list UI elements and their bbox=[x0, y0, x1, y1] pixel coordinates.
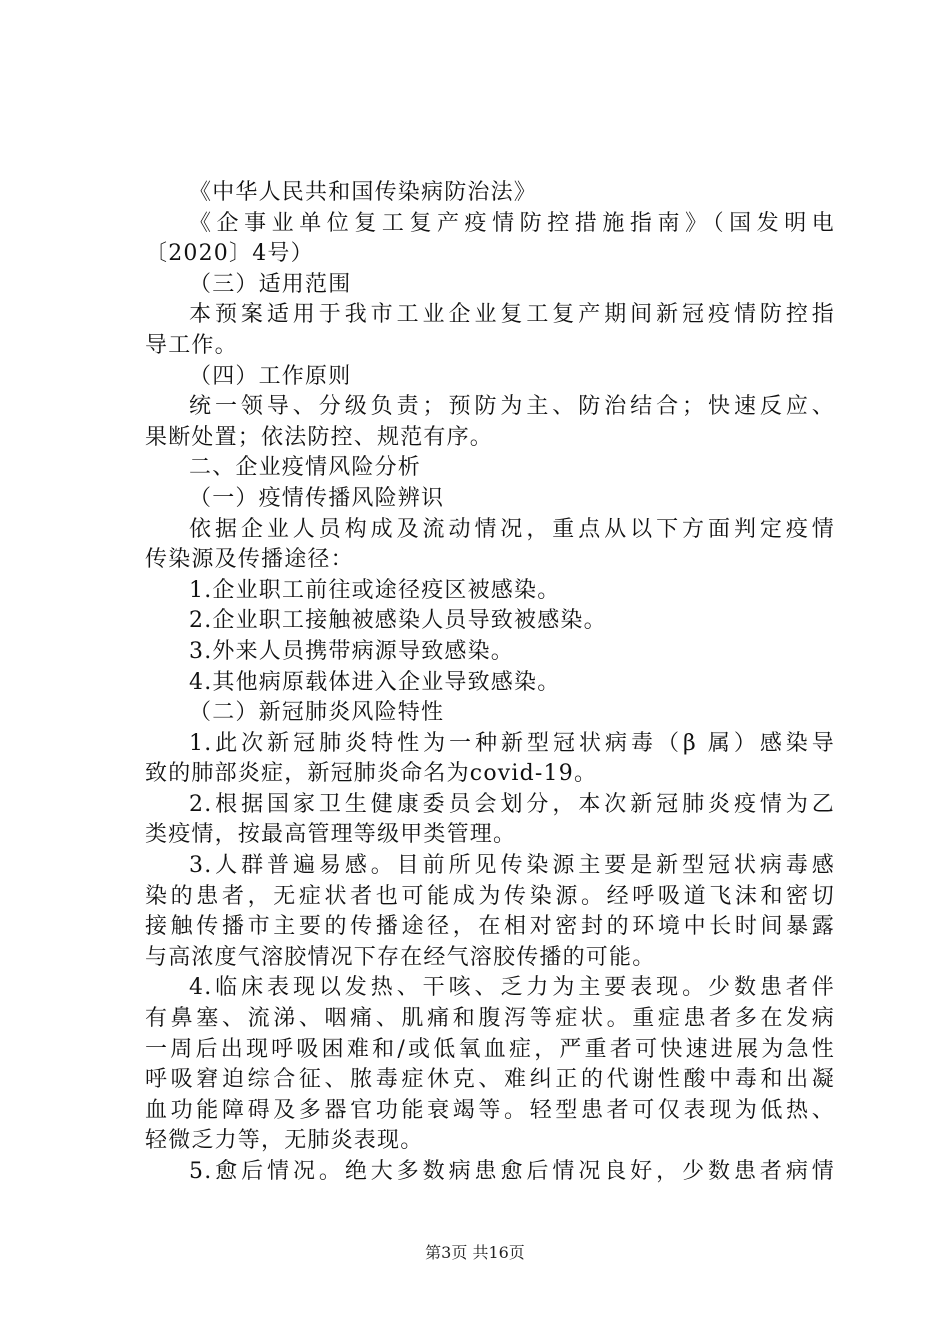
paragraph-line: 本预案适用于我市工业企业复工复产期间新冠疫情防控指 bbox=[189, 302, 835, 328]
guideline-reference-line-cont: 〔2020〕4号） bbox=[145, 241, 314, 267]
list-item: 5.愈后情况。绝大多数病患愈后情况良好，少数患者病情 bbox=[189, 1159, 835, 1184]
list-item: 3.外来人员携带病源导致感染。 bbox=[189, 638, 514, 664]
list-item-cont: 与高浓度气溶胶情况下存在经气溶胶传播的可能。 bbox=[145, 944, 656, 970]
paragraph-line: 依据企业人员构成及流动情况，重点从以下方面判定疫情 bbox=[189, 516, 835, 542]
list-item: 4.其他病原载体进入企业导致感染。 bbox=[189, 669, 561, 695]
paragraph-line: 导工作。 bbox=[145, 332, 238, 358]
guideline-reference-line: 《企事业单位复工复产疫情防控措施指南》（国发明电 bbox=[189, 210, 835, 236]
list-item: 3.人群普遍易感。目前所见传染源主要是新型冠状病毒感 bbox=[189, 853, 835, 879]
list-item-cont: 染的患者，无症状者也可能成为传染源。经呼吸道飞沫和密切 bbox=[145, 883, 835, 909]
paragraph-line: 统一领导、分级负责；预防为主、防治结合；快速反应、 bbox=[189, 394, 835, 420]
section-heading-principles: （四）工作原则 bbox=[189, 363, 352, 389]
list-item-cont: 致的肺部炎症，新冠肺炎命名为covid-19。 bbox=[145, 761, 598, 787]
list-item-cont: 轻微乏力等，无肺炎表现。 bbox=[145, 1128, 424, 1154]
section-heading-risk-identification: （一）疫情传播风险辨识 bbox=[189, 485, 445, 511]
list-item: 1.此次新冠肺炎特性为一种新型冠状病毒（β 属）感染导 bbox=[189, 730, 835, 756]
list-item-cont: 呼吸窘迫综合征、脓毒症休克、难纠正的代谢性酸中毒和出凝 bbox=[145, 1067, 835, 1093]
list-item-cont: 一周后出现呼吸困难和/或低氧血症，严重者可快速进展为急性 bbox=[145, 1036, 835, 1062]
list-item-cont: 类疫情，按最高管理等级甲类管理。 bbox=[145, 822, 517, 848]
list-item-cont: 血功能障碍及多器官功能衰竭等。轻型患者可仅表现为低热、 bbox=[145, 1097, 835, 1123]
page-number-footer: 第3页 共16页 bbox=[425, 1243, 525, 1262]
list-item: 1.企业职工前往或途径疫区被感染。 bbox=[189, 577, 561, 603]
list-item: 2.企业职工接触被感染人员导致被感染。 bbox=[189, 608, 607, 634]
law-reference-line: 《中华人民共和国传染病防治法》 bbox=[189, 180, 538, 205]
document-body bbox=[145, 178, 835, 1188]
section-heading-characteristics: （二）新冠肺炎风险特性 bbox=[189, 700, 445, 726]
list-item-cont: 接触传播市主要的传播途径，在相对密封的环境中长时间暴露 bbox=[145, 914, 835, 940]
paragraph-line: 传染源及传播途径： bbox=[145, 547, 354, 573]
list-item: 4.临床表现以发热、干咳、乏力为主要表现。少数患者伴 bbox=[189, 975, 835, 1001]
list-item: 2.根据国家卫生健康委员会划分，本次新冠肺炎疫情为乙 bbox=[189, 791, 835, 817]
paragraph-line: 果断处置；依法防控、规范有序。 bbox=[145, 424, 494, 450]
chapter-heading-risk-analysis: 二、企业疫情风险分析 bbox=[189, 455, 422, 481]
list-item-cont: 有鼻塞、流涕、咽痛、肌痛和腹泻等症状。重症患者多在发病 bbox=[145, 1006, 835, 1032]
section-heading-scope: （三）适用范围 bbox=[189, 271, 352, 297]
